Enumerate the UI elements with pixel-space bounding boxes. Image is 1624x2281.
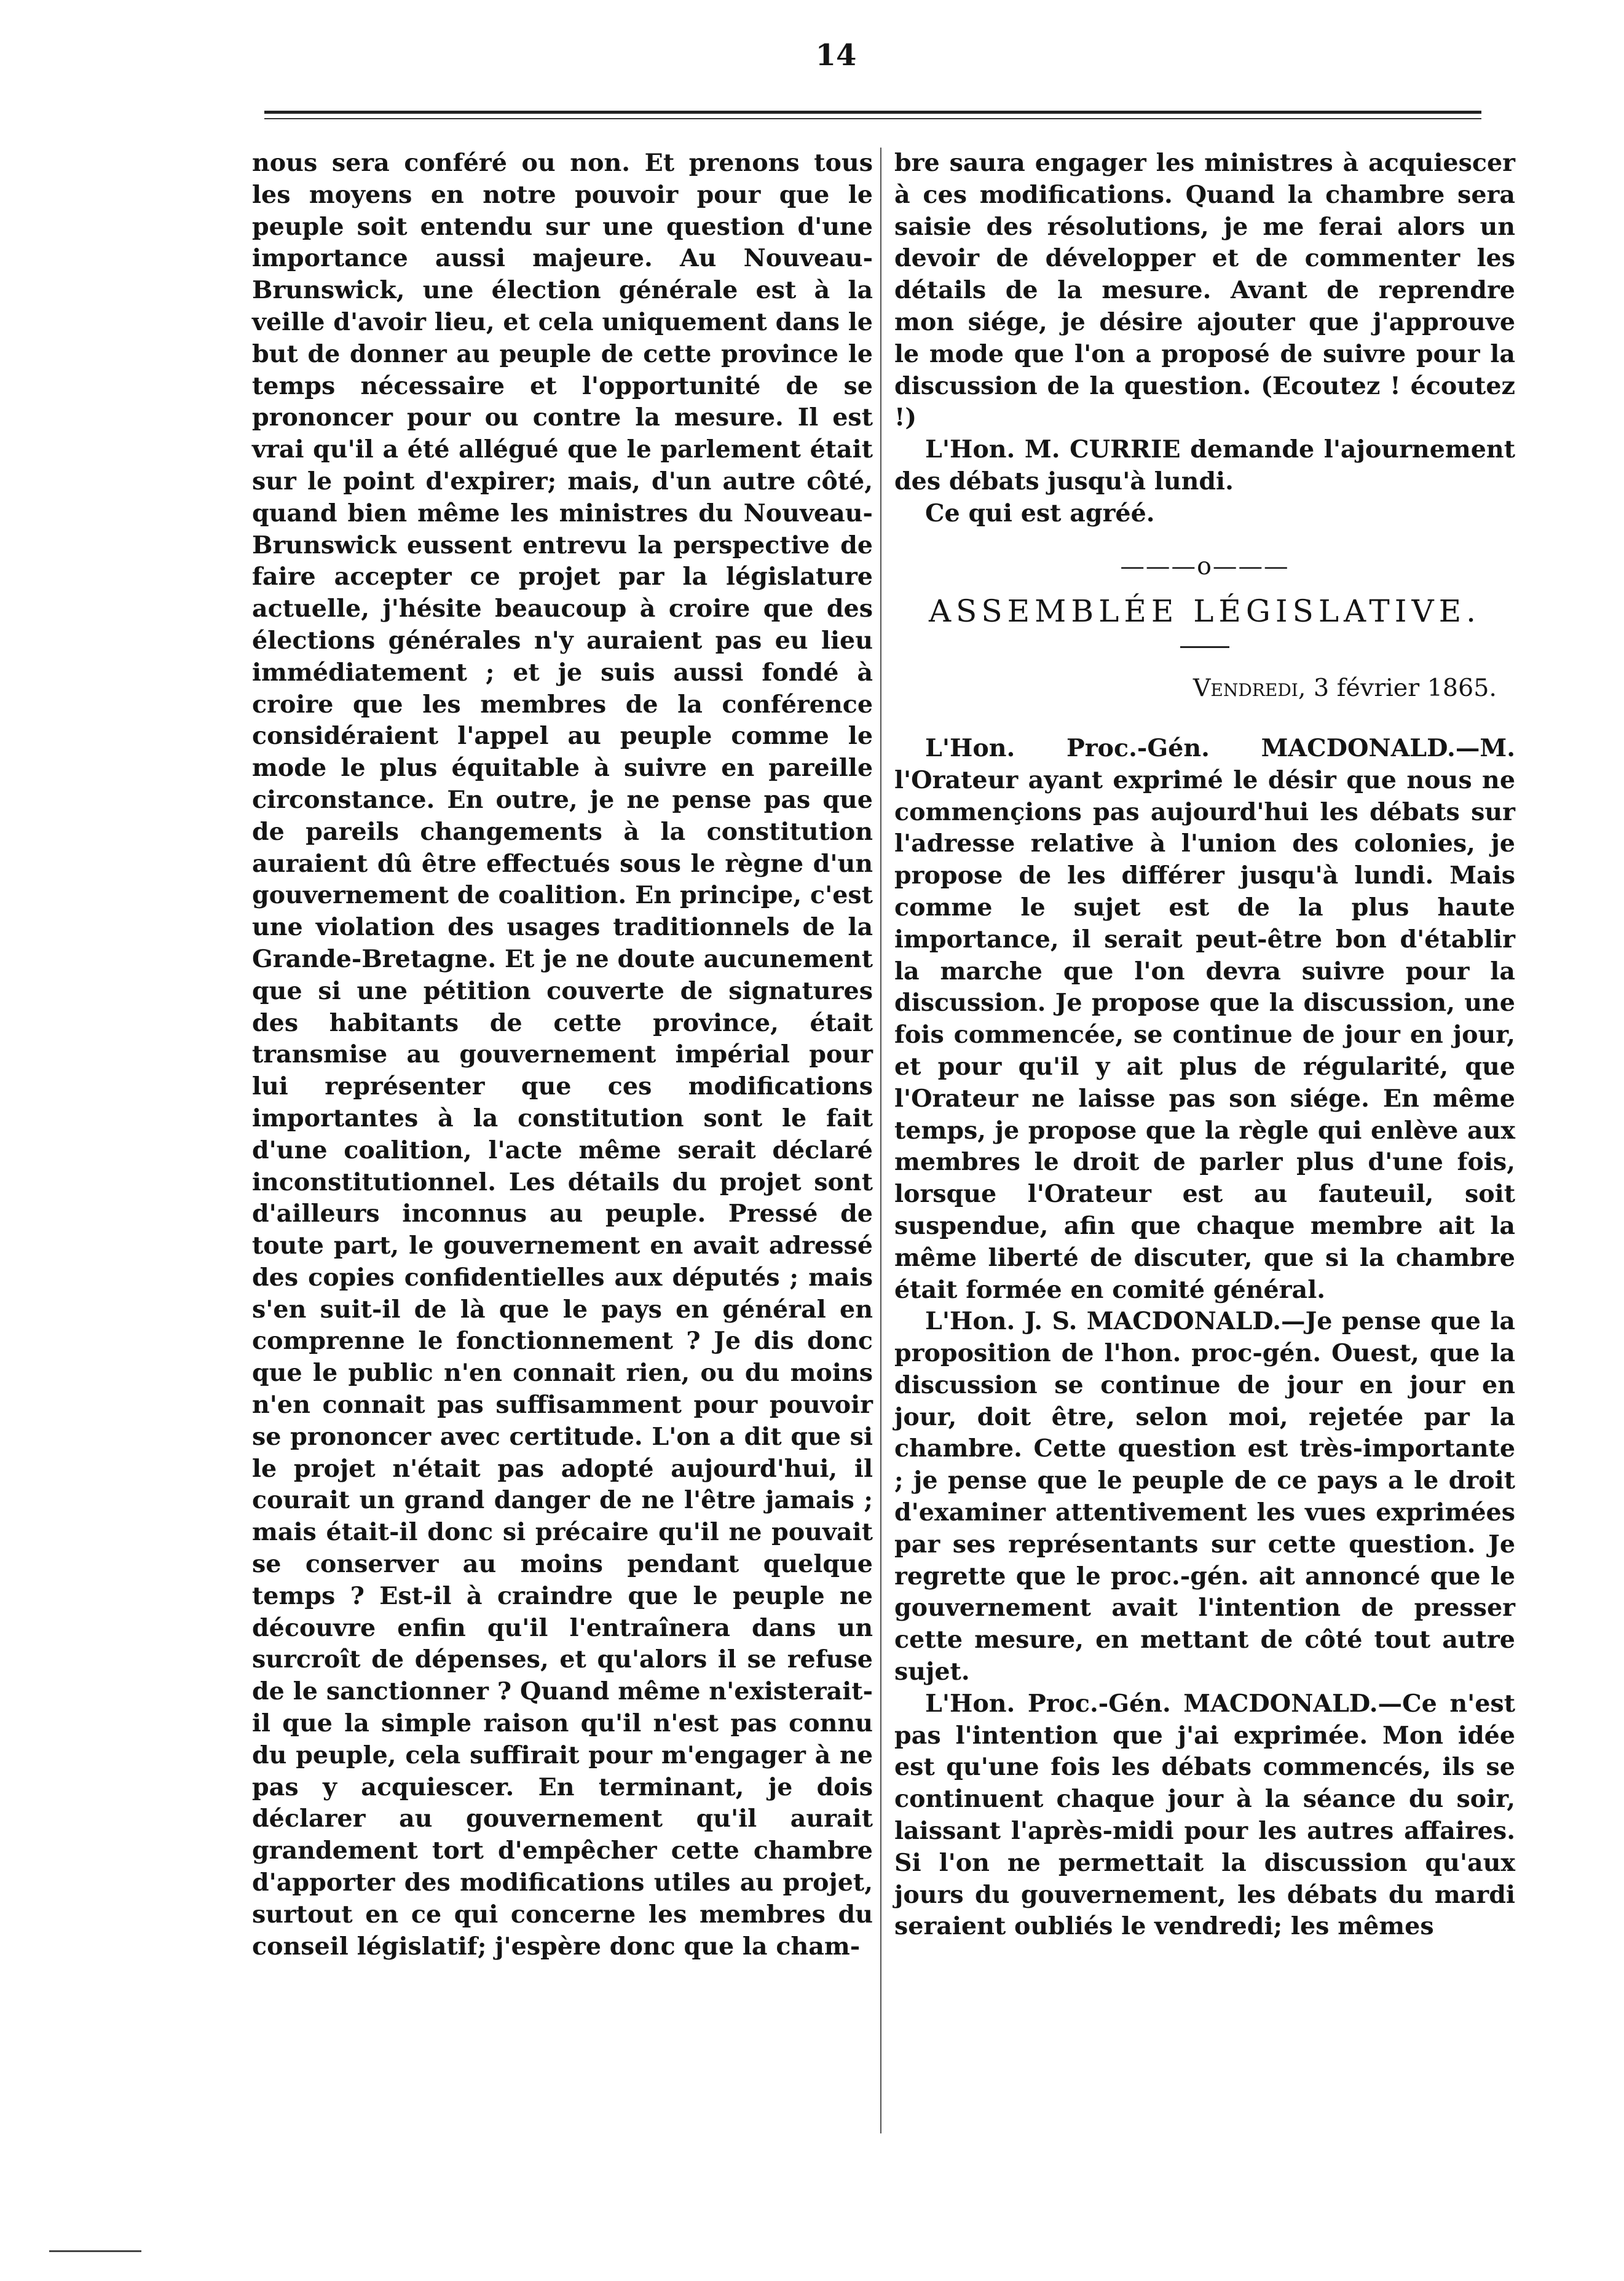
header-rule-thin xyxy=(264,118,1481,119)
right-column xyxy=(894,148,1515,1943)
agreed-line: Ce qui est agréé. xyxy=(925,499,1155,528)
senate-closing-paragraph: bre saura engager les ministres à acquiescer à ces modifications. Quand la chambre sera saisie des résolutions, je me ferai alors un devoir de développer et de commenter les détails de la mesure. Avant de reprendre mon siége, je désire ajouter que j'approuve le mode que l'on a proposé de suivre pour la discussion de la question. (Ecoutez ! écoutez !) xyxy=(894,149,1515,432)
macdonald-proposal: L'Hon. Proc.-Gén. MACDONALD.—M. l'Orateur ayant exprimé le désir que nous ne commençions pas aujourd'hui les débats sur l'adresse relative à l'union des colonies, je propose de les différer jusqu'à lundi. Mais comme le sujet est de la plus haute importance, il serait peut-être bon d'établir la marche que l'on devra suivre pour la discussion. Je propose que la discussion, une fois commencée, se continue de jour en jour, et pour qu'il y ait plus de régularité, que l'Orateur ne laisse pas son siége. En même temps, je propose que la règle qui enlève aux membres le droit de parler plus d'une fois, lorsque l'Orateur est au fauteuil, soit suspendue, afin que chaque membre ait la même liberté de discuter, que si la chambre était formée en comité général. xyxy=(894,733,1515,1304)
column-divider xyxy=(880,148,881,2133)
macdonald-response: L'Hon. Proc.-Gén. MACDONALD.—Ce n'est pas l'intention que j'ai exprimée. Mon idée est qu'une fois les débats commencés, ils se continuent chaque jour à la séance du soir, laissant l'après-midi pour les autres affaires. Si l'on ne permettait la discussion qu'aux jours du gouvernement, les débats du mardi seraient oubliés le vendredi; les mêmes xyxy=(894,1689,1515,1941)
section-title: ASSEMBLÉE LÉGISLATIVE. xyxy=(928,593,1481,630)
left-column xyxy=(252,148,873,1963)
sitting-day: Vendredi, xyxy=(1192,674,1306,703)
header-rule xyxy=(264,111,1481,114)
currie-motion: L'Hon. M. CURRIE demande l'ajournement des débats jusqu'à lundi. xyxy=(894,435,1515,496)
js-macdonald-reply: L'Hon. J. S. MACDONALD.—Je pense que la proposition de l'hon. proc-gén. Ouest, que la discussion se continue de jour en jour en jour, doit être, selon moi, rejetée par la chambre. Cette question est très-importante ; je pense que le peuple de ce pays a le droit d'examiner attentivement les vues exprimées par ses représentants sur cette question. Je regrette que le proc.-gén. ait annoncé que le gouvernement avait l'intention de presser cette mesure, en mettant de côté tout autre sujet. xyxy=(894,1307,1515,1686)
left-paragraph: nous sera conféré ou non. Et prenons tous les moyens en notre pouvoir pour que le peuple soit entendu sur une question d'une importance aussi majeure. Au Nouveau-Brunswick, une élection générale est à la veille d'avoir lieu, et cela uniquement dans le but de donner au peuple de cette province le temps nécessaire et l'opportunité de se prononcer pour ou contre la mesure. Il est vrai qu'il a été allégué que le parlement était sur le point d'expirer; mais, d'un autre côté, quand bien même les ministres du Nouveau-Brunswick eussent entrevu la perspective de faire accepter ce projet par la législature actuelle, j'hésite beaucoup à croire que des élections générales n'y auraient pas eu lieu immédiatement ; et je suis aussi fondé à croire que les membres de la conférence considéraient l'appel au peuple comme le mode le plus équitable à suivre en pareille circonstance. En outre, je ne pense pas que de pareils changements à la constitution auraient dû être effectués sous le règne d'un gouvernement de coalition. En principe, c'est une violation des usages traditionnels de la Grande-Bretagne. Et je ne doute aucunement que si une pétition couverte de signatures des habitants de cette province, était transmise au gouvernement impérial pour lui représenter que ces modifications importantes à la constitution sont le fait d'une coalition, l'acte même serait déclaré inconstitutionnel. Les détails du projet sont d'ailleurs inconnus au peuple. Pressé de toute part, le gouvernement en avait adressé des copies confidentielles aux députés ; mais s'en suit-il de là que le pays en général en comprenne le fonctionnement ? Je dis donc que le public n'en connait rien, ou du moins n'en connait pas suffisamment pour pouvoir se prononcer avec certitude. L'on a dit que si le projet n'était pas adopté aujourd'hui, il courait un grand danger de ne l'être jamais ; mais était-il donc si précaire qu'il ne pouvait se conserver au moins pendant quelque temps ? Est-il à craindre que le peuple ne découvre enfin qu'il l'entraînera dans un surcroît de dépenses, et qu'alors il se refuse de le sanctionner ? Quand même n'existerait-il que la simple raison qu'il n'est pas connu du peuple, cela suffirait pour m'engager à ne pas y acquiescer. En terminant, je dois déclarer au gouvernement qu'il aurait grandement tort d'empêcher cette chambre d'apporter des modifications utiles au projet, surtout en ce qui concerne les membres du conseil législatif; j'espère donc que la cham- xyxy=(252,149,873,1961)
sitting-date-text: 3 février 1865. xyxy=(1306,674,1497,703)
title-rule xyxy=(1180,646,1229,648)
sitting-date xyxy=(894,673,1497,705)
section-separator: ———o——— xyxy=(1120,551,1290,580)
corner-mark xyxy=(49,2250,141,2252)
page-number: 14 xyxy=(815,38,857,73)
